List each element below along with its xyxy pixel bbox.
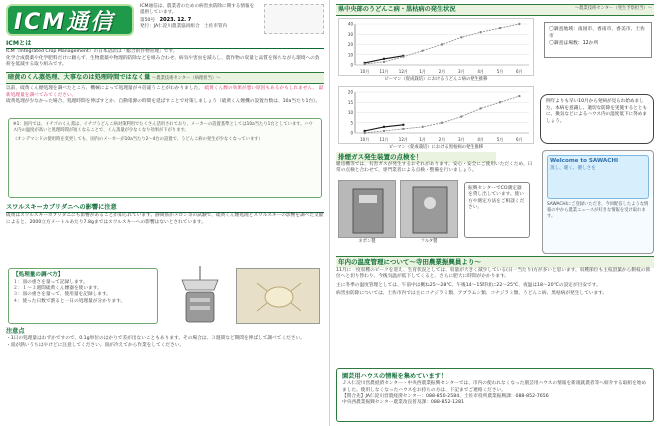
black-leaf-x-tick-label: 12月 [398,137,408,142]
survey-count: 〇調査ほ場数：12か所 [549,41,599,47]
temp-management-title: 年内の温度管理について～寺田農業振興員より～ [336,256,654,268]
powdery-mildew-x-tick-label: 2月 [438,69,446,74]
black-leaf-series-1-point [402,128,404,130]
masthead-image-placeholder [264,4,324,34]
icm-heading: ICMとは [6,40,324,49]
powdery-mildew-series-1-point [479,31,481,33]
black-leaf-series-1-point [421,126,423,128]
black-leaf-series-0-point [402,124,404,126]
black-leaf-y-tick-label: 15 [347,99,353,105]
black-leaf-y-tick-label: 20 [347,89,353,95]
disease-article-byline: ～農業技術センター（発生予察担当）～ [574,6,652,11]
sulfur-article [6,72,324,105]
method-step-1: １：皿の重さを量って記録します。 [13,279,88,285]
furuta-heater-photo [400,180,458,238]
black-leaf-y-tick-label: 5 [350,120,353,126]
masthead-info [140,4,258,31]
newsletter-logo [6,4,134,36]
black-leaf-series-1-point [460,115,462,117]
survey-info-box [544,22,652,58]
mite-icon [237,269,321,325]
mite-photo [236,268,320,324]
temp-body-1: 11月に一度収穫のピークを迎え、生育状況としては、収量が大きく減少している(日一当たり)方が多いと思います。収穫節位も主枝頂葉から側枝の節位へと切り替わり、今後気温が低下してくると、さらに肥大に時間がかかります。 [336,268,651,280]
powdery-mildew-series-1-point [383,61,385,63]
furuta-label: フルタ製 [420,239,438,244]
black-leaf-chart-caption: ピーマン（促成栽培）における黒枯病の発生推移 [388,145,484,150]
sulfur-note-text: ※1：国内では、イチゴのくん蒸は、イチゴうどんこ病対策利用でたくさん活用されており、メーカーの設置基準としては10a当たり1台としています。ハウス内の温度が高いと処理時間が短くなることで、くん蒸量が少なくなり効果が下がります。 [13,122,313,133]
caution-section [6,328,324,349]
powdery-mildew-x-tick-label: 12月 [398,69,408,74]
sulfur-article-body: 硫黄処理が少なかった場合、処理時間を伸ばすとか、自動電源の時間を延ばすことで対策しましょう（硫黄くん煙機の設置台数は、10a当たり1台）。 [6,99,321,105]
co-meter-text: 振興センターでCO測定器を貸し出しています。使い方や測定方法をご相談ください。 [468,186,525,211]
black-leaf-series-1-point [518,95,520,97]
black-leaf-y-tick-label: 10 [347,110,353,115]
sulfur-article-byline: ～農業技術センター（病理担当）～ [151,76,221,81]
masthead-note: ICM通信は、農業者のための病害虫防除に関する情報を提供しています。 [140,4,255,16]
greenhouse-contact-center: 中央西農業振興センター農業改良普及課：088-852-1281 [342,400,465,406]
co-meter-box [464,182,530,238]
method-step-4: ４：使った日数で割ると一日の処理量が分かります。 [13,298,126,304]
sawachi-title: Welcome to SAWACHI [550,158,619,164]
method-step-2: ２：１～３週間硫黄くん煙器を使います。 [13,285,102,291]
black-leaf-series-0-point [383,126,385,128]
greenhouse-body: ＪＡ仁淀川営農経済センター・中央西農業振興センターでは、市内の使われなくなった園芸用ハウスの情報を新規就農者等へ紹介する取組を始めました。使用しなくなったハウスをお持ちの方は、下記までご連絡ください。 [342,381,647,393]
powdery-mildew-chart-svg [339,19,535,77]
black-leaf-x-tick-label: 3月 [458,137,465,142]
nepon-heater-photo [338,180,396,238]
sulfur-burner-illustration [172,264,228,326]
powdery-mildew-series-1-point [402,56,404,58]
powdery-mildew-x-tick-label: 5月 [496,69,504,74]
black-leaf-x-tick-label: 2月 [438,137,446,142]
publisher: 発行：JA仁淀川農業協同組合 土佐市管内 [140,24,228,30]
temp-body-3: 病害虫防除については、土佐市内では主にコナジラミ類、アブラムシ類、コナジラミ類、うどんこ病、黒枯病が発生しています。 [336,291,608,297]
caution-body: ・1日の処理量はわずかですので、0.1g単位のはかりで差が出ないこともあります。その場合は、３週間など期間を伸ばして調べてください。 [6,336,305,342]
disease-article-title: 県中央部のうどんこ病・黒枯病の発生状況 [338,6,456,13]
issue-date: 2023. 12. 7 [159,16,192,23]
method-title: 【処理量の調べ方】 [13,272,64,278]
powdery-mildew-series-1-point [499,27,501,29]
masthead [6,4,324,36]
powdery-mildew-series-1-point [421,49,423,51]
black-leaf-y-tick-label: 0 [350,130,353,136]
powdery-mildew-y-tick-label: 0 [350,62,353,68]
heater-icon [401,181,459,239]
nepon-label: ネポン製 [358,239,376,244]
black-leaf-series-1-point [499,101,501,103]
powdery-mildew-y-tick-label: 10 [347,52,353,58]
powdery-mildew-chart [338,18,534,76]
sawachi-box [542,150,654,254]
powdery-mildew-y-tick-label: 40 [347,21,353,27]
issue-number: 第50号 [140,17,156,23]
heater-icon [339,181,397,239]
advice-bubble: 例年よりも早い10月から発病が見られ始めました。本病を意識し、適切な防除を実施するとともに、換気などによるハウス内の湿度低下に努めましょう。 [540,94,654,144]
exhaust-gas-title: 排煙ガス発生装置の点検を！ [336,152,496,163]
powdery-mildew-series-1-point [460,36,462,38]
powdery-mildew-x-tick-label: 3月 [458,69,465,74]
powdery-mildew-chart-caption: ピーマン（促成栽培）におけるうどんこ病の発生推移 [384,77,488,82]
black-leaf-x-tick-label: 6月 [516,137,523,142]
method-box [8,268,158,324]
method-step-3: ３：皿の重さを量って、使用量を記録します。 [13,292,111,298]
sulfur-article-highlight-2: 最新処理量を調べてみてください。 [6,86,324,98]
black-leaf-series-line-1 [365,96,520,133]
black-leaf-x-tick-label: 11月 [379,137,389,142]
greenhouse-contact-ja: 【問合先】JA仁淀川営農経済センター：088-850-2584、土佐市役所農業振興課：088-852-7656 [342,394,549,400]
exhaust-gas-body: 暖房機等では、有害ガスが発生するおそれがあります。安心・安全にご使用いただくため、日常の点検と合わせて、専門業者による点検・整備を行いましょう。 [336,162,533,174]
disease-article-header [336,4,654,16]
mite-article-body: 硫黄はスワルスキーカブリダニにも影響があることが知られています。静岡県がメロン等の試験で、硫黄くん煙処理とスワルスキーの影響を調べた文献によると、2000立方メートルあたり7.8gまではスワルスキーへの影響はないとされています。 [6,213,324,225]
sulfur-note-text-2: （オンデマンドの使用時を変更しても、国内のメーカーが10a当たり2～4台の設置で、うどんこ病の発生が少なくなっています） [13,136,263,142]
temp-body-2: 主に冬季の温度管理としては、午前中は概ね25～28℃、午後14～15時頃に22～25℃、夜温は18～20℃の設定が目安です。 [336,282,601,288]
icm-section [6,40,324,68]
black-leaf-x-tick-label: 5月 [496,137,504,142]
caution-body-2: ・皿が熱いうちはやけどに注意してください。皿が冷えてから作業をしてください。 [6,342,185,348]
powdery-mildew-series-1-point [363,63,365,65]
black-leaf-chart-svg [339,87,535,145]
sulfur-note-box [8,118,322,198]
black-leaf-x-tick-label: 10月 [360,137,370,142]
black-leaf-series-1-point [363,132,365,134]
logo-text: ICM通信 [14,10,115,35]
black-leaf-chart [338,86,534,144]
powdery-mildew-y-tick-label: 30 [347,31,353,37]
mite-article-title: スワルスキーカブリダニへの影響に注意 [6,204,324,213]
right-page [330,0,660,426]
powdery-mildew-series-1-point [518,23,520,25]
icm-line-1: ICM（Integrated Crop Management）の日本語訳は「総合的作物管理」です。 [6,49,178,55]
powdery-mildew-x-tick-label: 1月 [419,69,426,74]
black-leaf-series-1-point [441,122,443,124]
sulfur-article-highlight: 硫黄くん煙の効果が悪い原因もあるかもしれません。 [204,86,318,92]
greenhouse-title: 園芸用ハウスの情報を集めています！ [342,373,448,380]
powdery-mildew-x-tick-label: 11月 [379,69,389,74]
powdery-mildew-series-1-point [441,43,443,45]
sulfur-article-title: 暗黄のくん蒸処理、大事なのは処理時間ではなく量 [8,74,151,81]
powdery-mildew-x-tick-label: 6月 [516,69,523,74]
temp-management-body [336,268,654,297]
powdery-mildew-y-tick-label: 20 [347,42,353,47]
powdery-mildew-x-tick-label: 10月 [360,69,370,74]
survey-area-label: 〇調査地域： [549,27,578,32]
survey-areas: 南国市、香南市、香美市、土佐市 [549,27,645,40]
sulfur-article-lead: 以前、硫黄くん煙処理を調べたところ、機械によって処理量が４倍違うことがわかりました。 [6,86,203,92]
greenhouse-contact-box [336,368,654,422]
black-leaf-series-1-point [479,107,481,109]
sawachi-body: SAWACHIにご登録いただき、今回配信したような情報の中から農業ニュースが好きな情報を受け取れます。 [547,202,649,219]
black-leaf-x-tick-label: 4月 [477,137,484,142]
black-leaf-series-0-point [363,130,365,132]
sawachi-subtitle: 蒸し、暖く、優しさを [550,165,596,171]
black-leaf-x-tick-label: 1月 [419,137,426,142]
mite-article [6,204,324,226]
caution-title: 注意点 [6,328,25,335]
icm-line-2: 化学合成農薬や化学肥料だけに頼らず、生物農薬や物理的防除などを組み合わせ、病気や害虫を減らし、農作物の収量と品質を保ちながら環境への負荷を低減する取り組みです。 [6,55,320,68]
black-leaf-series-1-point [383,130,385,132]
powdery-mildew-series-0-point [383,58,385,60]
powdery-mildew-x-tick-label: 4月 [477,69,484,74]
